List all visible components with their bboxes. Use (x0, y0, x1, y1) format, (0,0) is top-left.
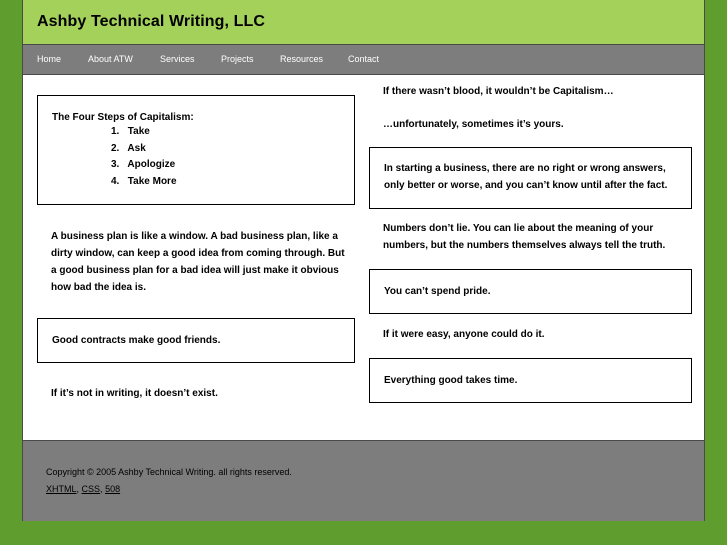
contracts-box (37, 318, 355, 363)
nav-projects[interactable]: Projects (221, 54, 254, 64)
easy-quote: If it were easy, anyone could do it. (383, 329, 545, 340)
pride-quote: You can’t spend pride. (384, 286, 491, 297)
site-footer (23, 440, 704, 521)
list-item: 4. Take More (111, 175, 177, 187)
business-plan-quote: A business plan is like a window. A bad business plan, like a dirty window, can keep a good idea from coming through. But a good business plan for a bad idea will just make it obvious how bad the idea is. (51, 231, 345, 293)
site-title: Ashby Technical Writing, LLC (37, 13, 266, 30)
writing-quote: If it’s not in writing, it doesn’t exist. (51, 388, 218, 399)
validation-links: XHTML, CSS, 508 (46, 484, 121, 494)
starting-box (369, 147, 692, 209)
nav-services[interactable]: Services (160, 54, 195, 64)
main-content (23, 75, 704, 440)
list-item: 1. Take (111, 126, 150, 137)
pride-box (369, 269, 692, 314)
508-link[interactable]: 508 (105, 484, 121, 494)
nav-about[interactable]: About ATW (88, 54, 133, 64)
nav-contact[interactable]: Contact (348, 54, 380, 64)
list-item: 2. Ask (111, 142, 146, 154)
nav-home[interactable]: Home (37, 54, 62, 64)
site-header (23, 0, 704, 45)
contracts-quote: Good contracts make good friends. (52, 335, 221, 346)
copyright-text: Copyright © 2005 Ashby Technical Writing. all rights reserved. (46, 467, 292, 477)
steps-list (111, 124, 177, 190)
time-quote: Everything good takes time. (384, 375, 518, 386)
page-frame (22, 0, 705, 521)
main-nav (23, 45, 704, 75)
nav-resources[interactable]: Resources (280, 54, 324, 64)
steps-box (37, 95, 355, 205)
css-link[interactable]: CSS (81, 484, 101, 494)
yours-quote: …unfortunately, sometimes it’s yours. (383, 119, 564, 130)
blood-quote: If there wasn’t blood, it wouldn’t be Capitalism… (383, 86, 614, 97)
time-box (369, 358, 692, 403)
numbers-quote: Numbers don’t lie. You can lie about the meaning of your numbers, but the numbers themselves always tell the truth. (383, 223, 666, 251)
xhtml-link[interactable]: XHTML (46, 484, 77, 494)
steps-title: The Four Steps of Capitalism: (52, 112, 194, 123)
starting-quote: In starting a business, there are no right or wrong answers, only better or worse, and you can’t know until after the fact. (384, 163, 668, 191)
list-item: 3. Apologize (111, 159, 176, 170)
